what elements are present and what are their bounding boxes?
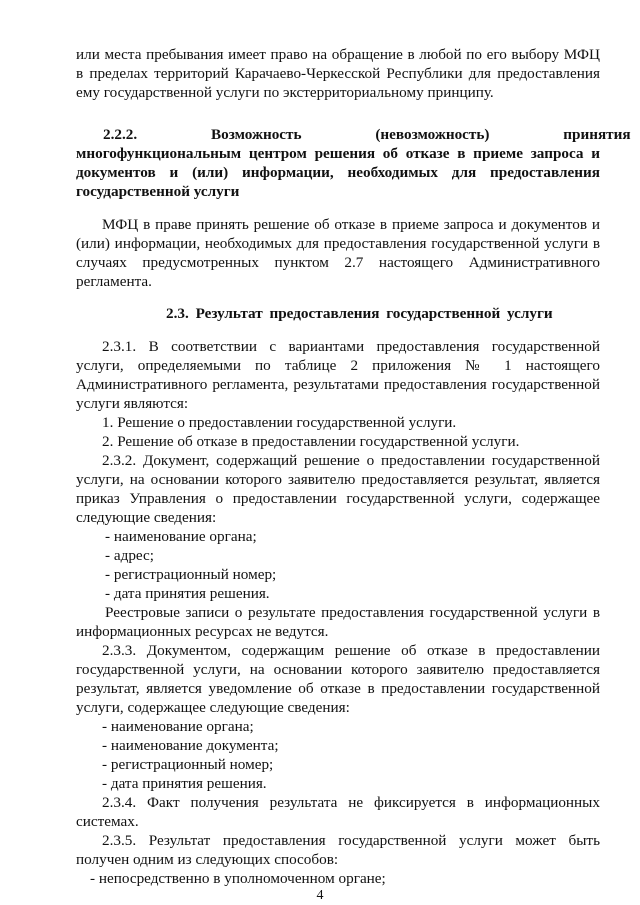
text-line: услуги, содержащее следующие сведения: (76, 699, 350, 716)
text-line: услуги, на основании которого заявителю предоставляется результат, является (76, 471, 600, 488)
text-line: услуги, определяемыми по таблице 2 приложения № 1 настоящего (76, 357, 600, 374)
text-line: 2.3.1. В соответствии с вариантами предоставления государственной (102, 338, 600, 355)
text-line: 2.3.4. Факт получения результата не фиксируется в информационных (102, 794, 600, 811)
list-item: - дата принятия решения. (102, 775, 267, 792)
list-item: 2. Решение об отказе в предоставлении государственной услуги. (102, 433, 520, 450)
text-line: информационных ресурсах не ведутся. (76, 623, 329, 640)
text-line: ему государственной услуги по экстерриториальному принципу. (76, 84, 494, 101)
list-item: - непосредственно в уполномоченном органе; (90, 870, 386, 887)
text-line: (или) информации, необходимых для предоставления государственной услуги в (76, 235, 600, 252)
text-line: системах. (76, 813, 139, 830)
list-item: - дата принятия решения. (105, 585, 270, 602)
heading-line: документов и (или) информации, необходимых для предоставления (76, 164, 600, 181)
text-line: 2.3.3. Документом, содержащим решение об отказе в предоставлении (102, 642, 600, 659)
text-line: Административного регламента, результатами предоставления государственной (76, 376, 600, 393)
list-item: - регистрационный номер; (105, 566, 277, 583)
heading-line: 2.2.2. Возможность (невозможность) принятия (103, 126, 631, 143)
list-item: - наименование органа; (105, 528, 257, 545)
list-item: 1. Решение о предоставлении государственной услуги. (102, 414, 457, 431)
text-line: случаях предусмотренных пунктом 2.7 настоящего Административного (76, 254, 600, 271)
text-line: результат, является уведомление об отказе в предоставлении государственной (76, 680, 600, 697)
text-line: или места пребывания имеет право на обращение в любой по его выбору МФЦ (76, 46, 600, 63)
text-line: следующие сведения: (76, 509, 217, 526)
text-line: получен одним из следующих способов: (76, 851, 339, 868)
list-item: - адрес; (105, 547, 154, 564)
page-number: 4 (316, 888, 324, 903)
list-item: - регистрационный номер; (102, 756, 274, 773)
text-line: регламента. (76, 273, 152, 290)
text-line: услуги являются: (76, 395, 189, 412)
heading-line: многофункциональным центром решения об отказе в приеме запроса и (76, 145, 600, 162)
text-line: приказ Управления о предоставлении государственной услуги, содержащее (76, 490, 600, 507)
text-line: государственной услуги, на основании которого заявителю предоставляется (76, 661, 600, 678)
heading-line: государственной услуги (76, 183, 240, 200)
text-line: МФЦ в праве принять решение об отказе в приеме запроса и документов и (102, 216, 600, 233)
section-heading-2-3: 2.3. Результат предоставления государственной услуги (166, 305, 553, 322)
text-line: 2.3.2. Документ, содержащий решение о предоставлении государственной (102, 452, 600, 469)
text-line: 2.3.5. Результат предоставления государственной услуги может быть (102, 832, 600, 849)
text-line: Реестровые записи о результате предоставления государственной услуги в (105, 604, 600, 621)
list-item: - наименование органа; (102, 718, 254, 735)
list-item: - наименование документа; (102, 737, 279, 754)
text-line: в пределах территорий Карачаево-Черкесской Республики для предоставления (76, 65, 600, 82)
